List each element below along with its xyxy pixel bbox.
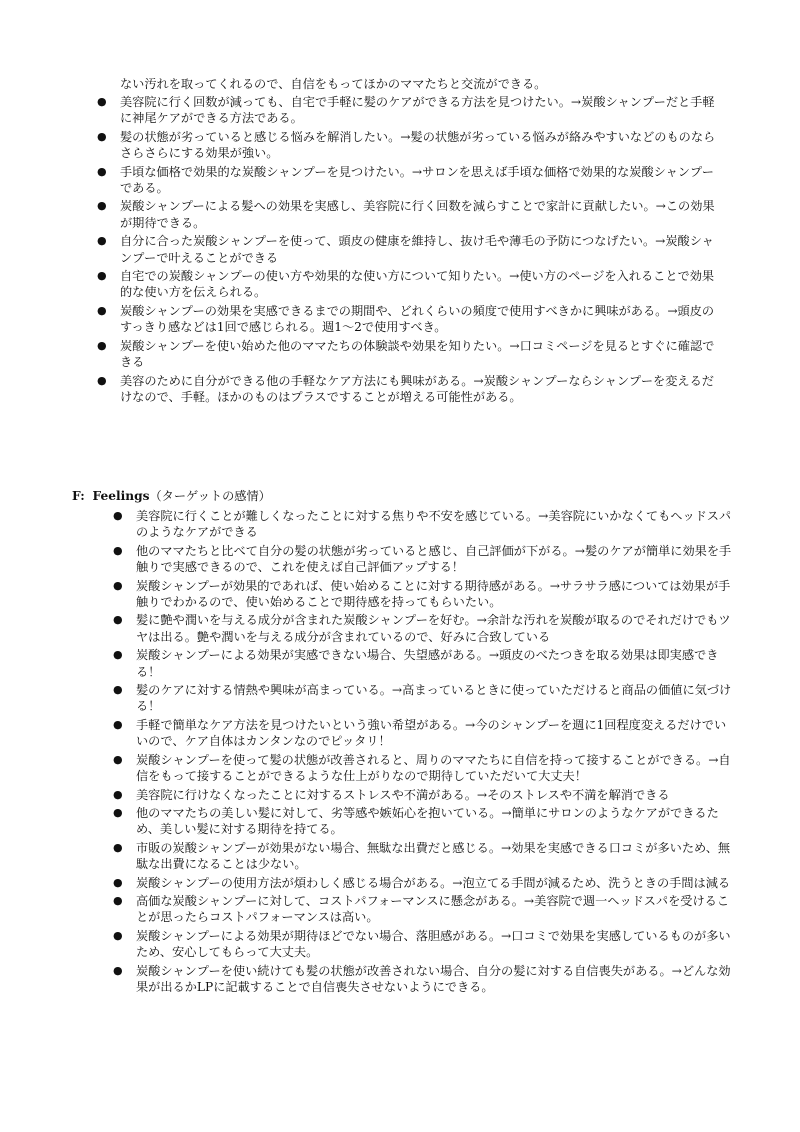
section-subtitle: （ターゲットの感情） bbox=[149, 489, 271, 503]
bullet-icon: ● bbox=[97, 303, 107, 317]
list-item bbox=[113, 963, 736, 996]
list-item bbox=[113, 840, 736, 873]
list-item bbox=[113, 647, 736, 680]
bullet-icon: ● bbox=[113, 578, 123, 592]
bullet-icon: ● bbox=[113, 928, 123, 942]
bullet-icon: ● bbox=[113, 752, 123, 766]
bullet-icon: ● bbox=[97, 269, 107, 283]
list-item bbox=[97, 303, 724, 336]
list-item-text: 美容院に行く回数が減っても、自宅で手軽に髪のケアができる方法を見つけたい。→炭酸シャンプーだと手軽に神尾ケアができる方法である。 bbox=[120, 95, 715, 126]
list-item-text: 炭酸シャンプーによる髪への効果を実感し、美容院に行く回数を減らすことで家計に貢献したい。→この効果が期待できる。 bbox=[120, 199, 715, 230]
bullet-icon: ● bbox=[113, 893, 123, 907]
bullet-icon: ● bbox=[97, 95, 107, 108]
list-item bbox=[113, 928, 736, 961]
bullet-icon: ● bbox=[113, 875, 123, 889]
list-item-text: 高価な炭酸シャンプーに対して、コストパフォーマンスに懸念がある。→美容院で週一ヘッドスパを受けることが思ったらコストパフォーマンスは高い。 bbox=[136, 893, 730, 925]
list-item bbox=[97, 198, 724, 231]
list-item bbox=[113, 717, 736, 750]
list-item bbox=[97, 164, 724, 197]
list-item bbox=[97, 233, 724, 266]
list-item bbox=[97, 268, 724, 301]
list-item bbox=[113, 508, 736, 541]
list-item-text: 炭酸シャンプーを使い続けても髪の状態が改善されない場合、自分の髪に対する自信喪失がある。→どんな効果が出るかLPに記載することで自信喪失させないようにできる。 bbox=[136, 963, 731, 994]
list-item bbox=[97, 338, 724, 371]
list-item bbox=[113, 612, 736, 645]
section-letter: F: bbox=[72, 489, 85, 503]
list-item bbox=[113, 787, 736, 803]
continuation-text: ない汚れを取ってくれるので、自信をもってほかのママたちと交流ができる。 bbox=[120, 77, 547, 91]
bullet-icon: ● bbox=[113, 543, 123, 557]
list-item bbox=[113, 805, 736, 838]
list-item-text: 美容院に行くことが難しくなったことに対する焦りや不安を感じている。→美容院にいかなくてもヘッドスパのようなケアができる bbox=[136, 509, 732, 540]
list-item bbox=[97, 129, 724, 162]
list-item-text: 自宅での炭酸シャンプーの使い方や効果的な使い方について知りたい。→使い方のページを入れることで効果的な使い方を伝えられる。 bbox=[120, 269, 715, 300]
list-item-text: 炭酸シャンプーが効果的であれば、使い始めることに対する期待感がある。→サラサラ感については効果が手触りでわかるので、使い始めることで期待感を持ってもらいたい。 bbox=[136, 578, 731, 610]
bullet-icon: ● bbox=[97, 164, 107, 178]
list-item-text: 手軽で簡単なケア方法を見つけたいという強い希望がある。→今のシャンプーを週に1回程度変えるだけでいいので、ケア自体はカンタンなのでピッタリ！ bbox=[136, 717, 727, 749]
bullet-icon: ● bbox=[97, 338, 107, 352]
list-item bbox=[113, 682, 736, 715]
list-item-text: 他のママたちと比べて自分の髪の状態が劣っていると感じ、自己評価が下がる。→髪のケアが簡単に効果を手触りで実感できるので、これを使えば自己評価アップする！ bbox=[136, 543, 732, 575]
bullet-icon: ● bbox=[97, 199, 107, 213]
bullet-icon: ● bbox=[97, 129, 107, 143]
list-item bbox=[113, 578, 736, 611]
list-item bbox=[113, 893, 736, 926]
list-item-text: 炭酸シャンプーの使用方法が煩わしく感じる場合がある。→泡立てる手間が減るため、洗うときの手間は減る bbox=[136, 875, 731, 890]
bullet-icon: ● bbox=[113, 787, 123, 801]
bullet-icon: ● bbox=[113, 717, 123, 731]
bullet-icon: ● bbox=[113, 683, 123, 697]
list-item-text: 髪に艶や潤いを与える成分が含まれた炭酸シャンプーを好む。→余計な汚れを炭酸が取るのでそれだけでもツヤは出る。艶や潤いを与える成分が含まれているので、好みに合致している bbox=[136, 613, 731, 644]
list-item bbox=[113, 752, 736, 785]
feelings-list bbox=[113, 508, 736, 997]
list-item-text: 炭酸シャンプーを使い始めた他のママたちの体験談や効果を知りたい。→口コミページを見るとすぐに確認できる bbox=[120, 338, 715, 370]
list-item-text: 髪のケアに対する情熱や興味が高まっている。→高まっているときに使っていただけると商品の価値に気づける！ bbox=[136, 683, 732, 714]
bullet-icon: ● bbox=[113, 613, 123, 627]
list-item-text: 市販の炭酸シャンプーが効果がない場合、無駄な出費だと感じる。→効果を実感できる口コミが多いため、無駄な出費になることは少ない。 bbox=[136, 840, 731, 872]
list-item-text: 美容のために自分ができる他の手軽なケア方法にも興味がある。→炭酸シャンプーならシャンプーを変えるだけなので、手軽。ほかのものはプラスですることが増える可能性がある。 bbox=[120, 373, 714, 404]
list-item-text: 炭酸シャンプーの効果を実感できるまでの期間や、どれくらいの頻度で使用すべきかに興味がある。→頭皮のすっきり感などは1回で感じられる。週1～2で使用すべき。 bbox=[120, 303, 715, 335]
list-item bbox=[97, 373, 724, 406]
bullet-icon: ● bbox=[97, 373, 107, 387]
bullet-icon: ● bbox=[113, 840, 123, 854]
bullet-icon: ● bbox=[97, 234, 107, 248]
list-item bbox=[113, 543, 736, 576]
list-item-text: 自分に合った炭酸シャンプーを使って、頭皮の健康を維持し、抜け毛や薄毛の予防につなげたい。→炭酸シャンプーで叶えることができる bbox=[120, 234, 714, 265]
list-item bbox=[113, 875, 736, 891]
bullet-icon: ● bbox=[113, 963, 123, 977]
list-item-text: 炭酸シャンプーを使って髪の状態が改善されると、周りのママたちに自信を持って接することができる。→自信をもって接することができるような仕上がりなので期待していただいて大丈夫！ bbox=[136, 752, 731, 784]
desires-list bbox=[97, 94, 724, 407]
list-item-text: 髪の状態が劣っていると感じる悩みを解消したい。→髪の状態が劣っている悩みが絡みやすいなどのものならさらさらにする効果が強い。 bbox=[120, 129, 716, 161]
list-item-text: 手頃な価格で効果的な炭酸シャンプーを見つけたい。→サロンを思えば手頃な価格で効果的な炭酸シャンプーである。 bbox=[120, 164, 714, 196]
section-heading-feelings bbox=[72, 488, 271, 504]
list-item-text: 他のママたちの美しい髪に対して、劣等感や嫉妬心を抱いている。→簡単にサロンのようなケアができるため、美しい髪に対する期待を持てる。 bbox=[136, 805, 719, 837]
list-item-text: 美容院に行けなくなったことに対するストレスや不満がある。→そのストレスや不満を解消できる bbox=[136, 787, 670, 802]
section-title: Feelings bbox=[92, 489, 150, 503]
list-item bbox=[97, 94, 724, 127]
list-item-text: 炭酸シャンプーによる効果が実感できない場合、失望感がある。→頭皮のべたつきを取る効果は即実感できる！ bbox=[136, 648, 719, 679]
bullet-icon: ● bbox=[113, 648, 123, 662]
list-item-text: 炭酸シャンプーによる効果が期待ほどでない場合、落胆感がある。→口コミで効果を実感しているものが多いため、安心してもらって大丈夫。 bbox=[136, 928, 731, 960]
bullet-icon: ● bbox=[113, 805, 123, 819]
bullet-icon: ● bbox=[113, 509, 123, 522]
